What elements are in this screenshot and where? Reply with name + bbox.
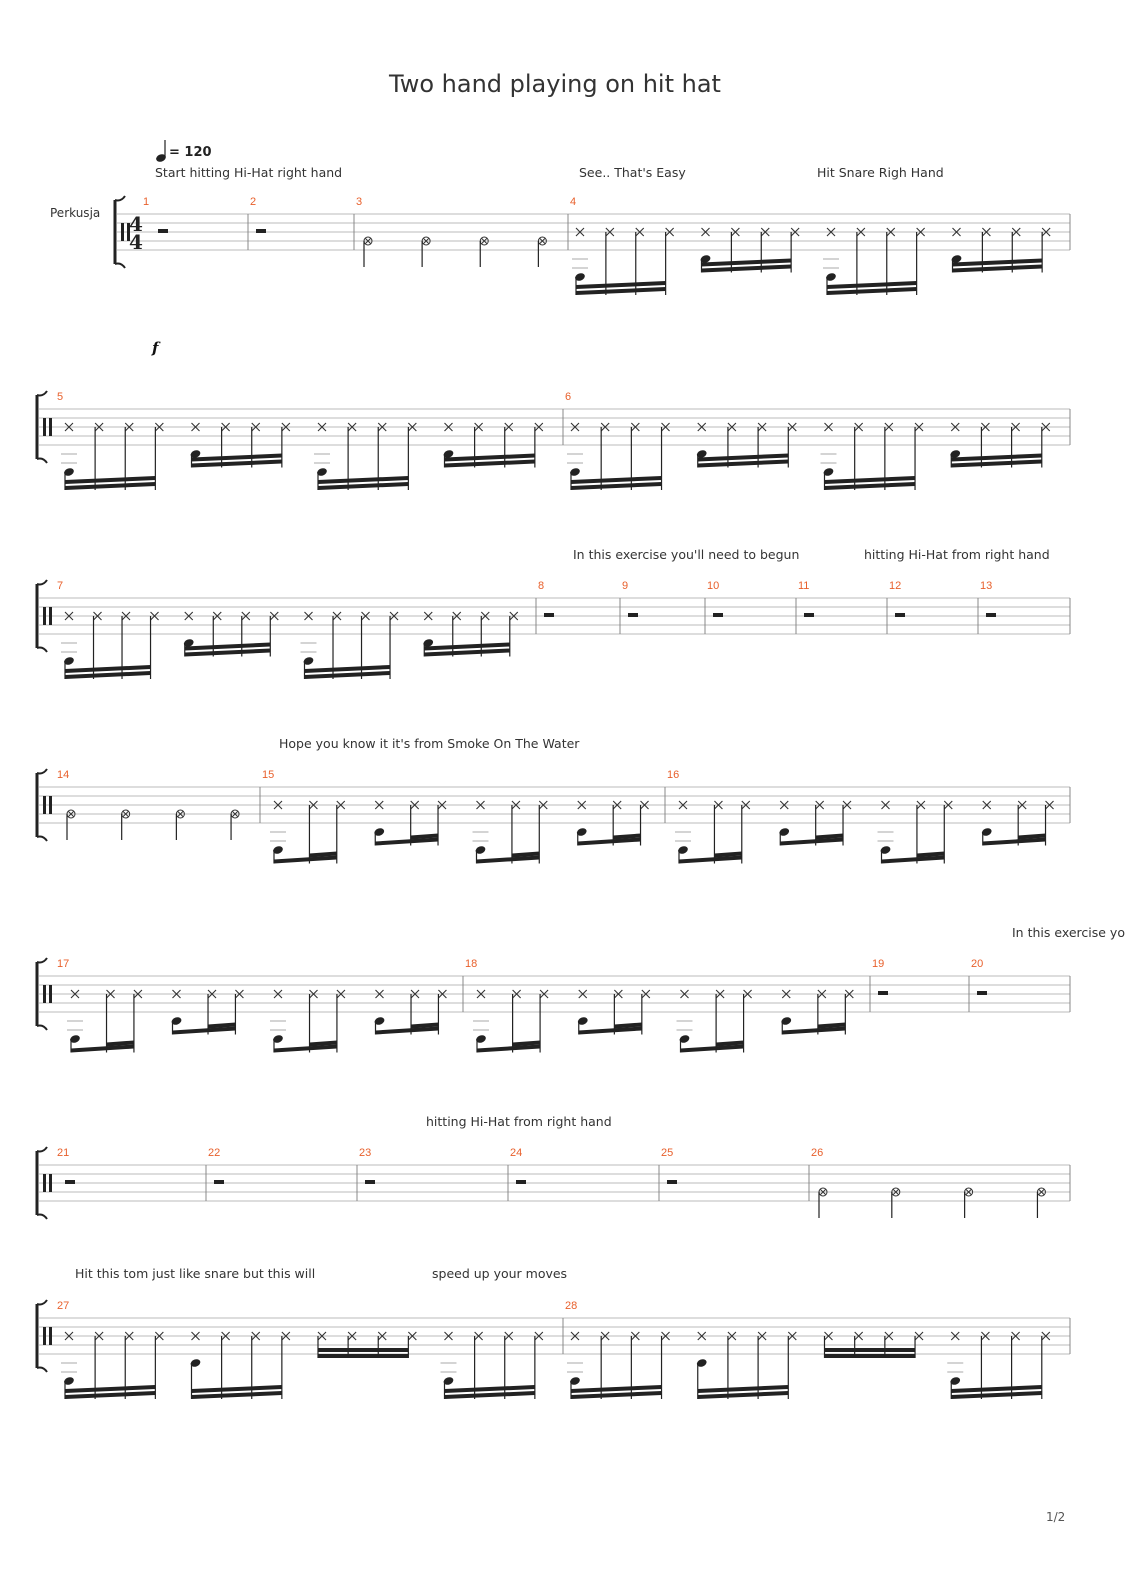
annotation-hihat-right: hitting Hi-Hat from right hand xyxy=(864,547,1050,562)
annotation-hihat-right-2: hitting Hi-Hat from right hand xyxy=(426,1114,612,1129)
beam xyxy=(477,856,540,864)
whole-rest xyxy=(256,229,266,233)
beam xyxy=(825,1348,916,1352)
bracket-hook-bottom xyxy=(37,648,47,653)
beam xyxy=(71,1045,134,1053)
percussion-clef xyxy=(43,796,46,814)
bracket-hook-bottom xyxy=(37,1215,47,1220)
percussion-clef xyxy=(43,985,46,1003)
measure-number: 24 xyxy=(510,1147,523,1159)
beam xyxy=(579,1027,642,1035)
bracket-hook-top xyxy=(37,958,47,963)
annotation-hit-snare: Hit Snare Righ Hand xyxy=(817,165,944,180)
beam xyxy=(375,838,438,846)
beam xyxy=(376,1027,439,1035)
annotation-exercise-begun: In this exercise you'll need to begun xyxy=(573,547,800,562)
percussion-clef xyxy=(49,1327,52,1345)
beam xyxy=(274,856,337,864)
score-title: Two hand playing on hit hat xyxy=(389,70,721,98)
measure-number: 2 xyxy=(250,196,257,208)
percussion-clef xyxy=(49,796,52,814)
percussion-clef xyxy=(121,223,124,241)
measure-number: 26 xyxy=(811,1147,824,1159)
annotation-speed-up: speed up your moves xyxy=(432,1266,568,1281)
measure-number: 21 xyxy=(57,1147,70,1159)
annotation-hit-tom: Hit this tom just like snare but this will xyxy=(75,1266,316,1281)
whole-rest xyxy=(158,229,168,233)
time-signature-top: 4 xyxy=(129,212,143,236)
whole-rest xyxy=(544,613,554,617)
bracket-hook-top xyxy=(37,391,47,396)
percussion-clef xyxy=(49,985,52,1003)
annotation-exercise-cut: In this exercise yo xyxy=(1012,925,1125,940)
beam xyxy=(780,838,843,846)
bracket-hook-bottom xyxy=(115,264,125,269)
measure-number: 5 xyxy=(57,391,64,403)
staff-system xyxy=(37,958,1070,1030)
beam xyxy=(825,1354,916,1358)
bracket-hook-top xyxy=(37,1300,47,1305)
instrument-name: Perkusja xyxy=(50,206,101,220)
whole-rest xyxy=(713,613,723,617)
staff-system xyxy=(37,1147,1070,1219)
measure-number: 10 xyxy=(707,580,720,592)
beam xyxy=(318,1354,408,1358)
beam xyxy=(274,1045,337,1053)
measure-number: 3 xyxy=(356,196,363,208)
beam xyxy=(318,1348,408,1352)
bracket-hook-top xyxy=(37,580,47,585)
measure-number: 23 xyxy=(359,1147,372,1159)
beam xyxy=(477,1045,540,1053)
beam xyxy=(679,856,742,864)
whole-rest xyxy=(667,1180,677,1184)
percussion-clef xyxy=(43,1327,46,1345)
measure-number: 8 xyxy=(538,580,545,592)
annotation-see-easy: See.. That's Easy xyxy=(579,165,686,180)
beam xyxy=(578,838,641,846)
whole-rest xyxy=(516,1180,526,1184)
whole-rest xyxy=(65,1180,75,1184)
measure-number: 1 xyxy=(143,196,150,208)
whole-rest xyxy=(214,1180,224,1184)
bracket-hook-bottom xyxy=(37,1368,47,1373)
measure-number: 16 xyxy=(667,769,680,781)
annotation-start-hihat: Start hitting Hi-Hat right hand xyxy=(155,165,343,180)
measure-number: 12 xyxy=(889,580,902,592)
measure-number: 14 xyxy=(57,769,70,781)
beam xyxy=(173,1027,236,1035)
percussion-clef xyxy=(49,418,52,436)
percussion-clef xyxy=(49,607,52,625)
beam xyxy=(681,1045,744,1053)
measure-number: 22 xyxy=(208,1147,221,1159)
tempo-marking: = 120 xyxy=(169,145,212,160)
bracket-hook-top xyxy=(37,769,47,774)
measure-number: 27 xyxy=(57,1300,70,1312)
bracket-hook-bottom xyxy=(37,1026,47,1031)
bracket-hook-bottom xyxy=(37,459,47,464)
dynamic-forte: f xyxy=(152,339,159,357)
measure-number: 9 xyxy=(622,580,629,592)
measure-number: 20 xyxy=(971,958,984,970)
measure-number: 4 xyxy=(570,196,577,208)
whole-rest xyxy=(628,613,638,617)
measure-number: 28 xyxy=(565,1300,578,1312)
annotation-smoke-water: Hope you know it it's from Smoke On The Water xyxy=(279,736,580,751)
bracket-hook-top xyxy=(115,196,125,201)
whole-rest xyxy=(804,613,814,617)
measure-number: 25 xyxy=(661,1147,674,1159)
beam xyxy=(882,856,945,864)
whole-rest xyxy=(977,991,987,995)
measure-number: 6 xyxy=(565,391,572,403)
percussion-clef xyxy=(43,1174,46,1192)
percussion-clef xyxy=(49,1174,52,1192)
percussion-clef xyxy=(43,418,46,436)
page-number: 1/2 xyxy=(1046,1510,1066,1524)
measure-number: 7 xyxy=(57,580,64,592)
time-signature-bottom: 4 xyxy=(129,230,143,254)
measure-number: 17 xyxy=(57,958,70,970)
whole-rest xyxy=(986,613,996,617)
measure-number: 15 xyxy=(262,769,275,781)
beam xyxy=(782,1027,845,1035)
measure-number: 19 xyxy=(872,958,885,970)
measure-number: 13 xyxy=(980,580,993,592)
whole-rest xyxy=(895,613,905,617)
percussion-clef xyxy=(43,607,46,625)
bracket-hook-bottom xyxy=(37,837,47,842)
beam xyxy=(983,838,1046,846)
whole-rest xyxy=(878,991,888,995)
staff-system xyxy=(37,769,1070,841)
whole-rest xyxy=(365,1180,375,1184)
measure-number: 11 xyxy=(798,580,810,592)
bracket-hook-top xyxy=(37,1147,47,1152)
measure-number: 18 xyxy=(465,958,478,970)
